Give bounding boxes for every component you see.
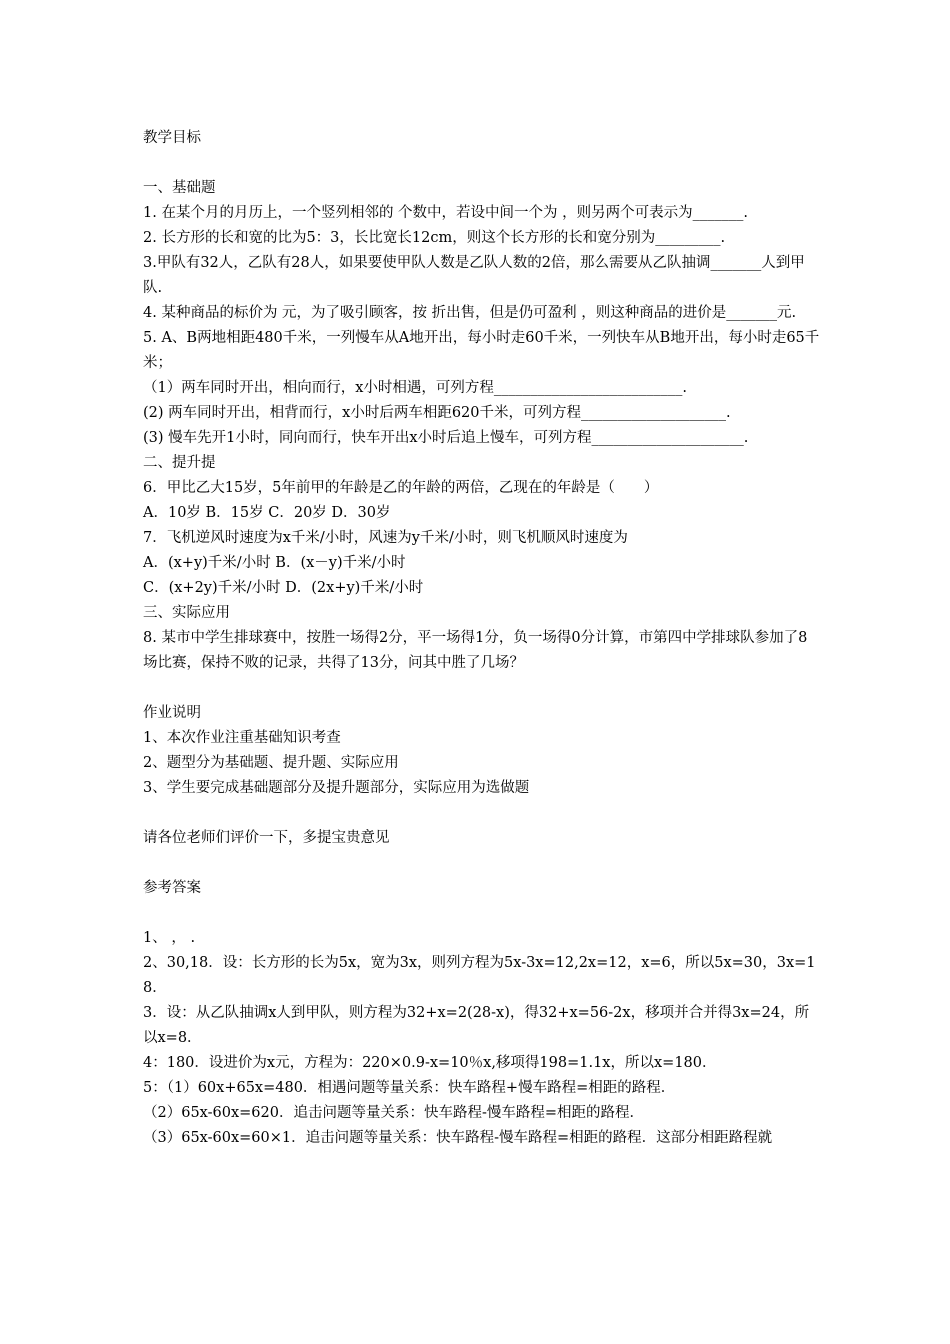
question-5-part-3: (3) 慢车先开1小时，同向而行，快车开出x小时后追上慢车，可列方程_____________________. <box>143 430 749 446</box>
homework-item: 2、题型分为基础题、提升题、实际应用 <box>143 755 399 771</box>
answer-1: 1、 ， . <box>143 930 196 946</box>
homework-item: 1、本次作业注重基础知识考查 <box>143 730 341 746</box>
feedback-request: 请各位老师们评价一下，多提宝贵意见 <box>143 830 390 846</box>
answers-heading: 参考答案 <box>143 880 201 896</box>
question-7-options-cd: C．(x+2y)千米/小时 D．(2x+y)千米/小时 <box>143 580 424 596</box>
question-4: 4. 某种商品的标价为 元，为了吸引顾客，按 折出售，但是仍可盈利 ，则这种商品的进价是_______元. <box>143 305 797 321</box>
question-6: 6．甲比乙大15岁，5年前甲的年龄是乙的年龄的两倍，乙现在的年龄是（ ） <box>143 480 659 496</box>
answer-4: 4：180．设进价为x元，方程为：220×0.9-x=10％x,移项得198=1.1x，所以x=180． <box>143 1055 717 1071</box>
question-5-part-2: (2) 两车同时开出，相背而行，x小时后两车相距620千米，可列方程____________________. <box>143 405 731 421</box>
question-7: 7．飞机逆风时速度为x千米/小时，风速为y千米/小时，则飞机顺风时速度为 <box>143 530 628 546</box>
answer-5-part-3: （3）65x-60x=60×1．追击问题等量关系：快车路程-慢车路程=相距的路程．这部分相距路程就 <box>143 1130 773 1146</box>
question-7-options-ab: A．(x+y)千米/小时 B．(x－y)千米/小时 <box>143 555 406 571</box>
question-2: 2. 长方形的长和宽的比为5：3，长比宽长12cm，则这个长方形的长和宽分别为_________. <box>143 230 726 246</box>
question-5: 5. A、B两地相距480千米，一列慢车从A地开出，每小时走60千米，一列快车从B地开出，每小时走65千米； <box>143 330 820 371</box>
homework-item: 3、学生要完成基础题部分及提升题部分，实际应用为选做题 <box>143 780 530 796</box>
section-heading-basic: 一、基础题 <box>143 180 216 196</box>
section-heading-advanced: 二、提升提 <box>143 455 216 471</box>
doc-title: 教学目标 <box>143 130 201 146</box>
answer-2: 2、30,18．设：长方形的长为5x，宽为3x，则列方程为5x-3x=12,2x=12，x=6，所以5x=30，3x=18． <box>143 955 816 996</box>
question-5-part-1: （1）两车同时开出，相向而行，x小时相遇，可列方程__________________________. <box>143 380 688 396</box>
question-6-options: A．10岁 B．15岁 C．20岁 D．30岁 <box>143 505 391 521</box>
answer-5-part-1: 5：（1）60x+65x=480．相遇问题等量关系：快车路程+慢车路程=相距的路程． <box>143 1080 676 1096</box>
answer-5-part-2: （2）65x-60x=620．追击问题等量关系：快车路程-慢车路程=相距的路程． <box>143 1105 644 1121</box>
question-1: 1. 在某个月的月历上，一个竖列相邻的 个数中，若设中间一个为 ，则另两个可表示为_______. <box>143 205 749 221</box>
section-heading-applied: 三、实际应用 <box>143 605 230 621</box>
homework-heading: 作业说明 <box>143 705 201 721</box>
question-8: 8. 某市中学生排球赛中，按胜一场得2分，平一场得1分，负一场得0分计算，市第四中学排球队参加了8场比赛，保持不败的记录，共得了13分，问其中胜了几场？ <box>143 630 808 671</box>
question-3: 3.甲队有32人，乙队有28人，如果要使甲队人数是乙队人数的2倍，那么需要从乙队抽调_______人到甲队. <box>143 255 805 296</box>
answer-3: 3．设：从乙队抽调x人到甲队，则方程为32+x=2(28-x)，得32+x=56-2x，移项并合并得3x=24，所以x=8． <box>143 1005 810 1046</box>
